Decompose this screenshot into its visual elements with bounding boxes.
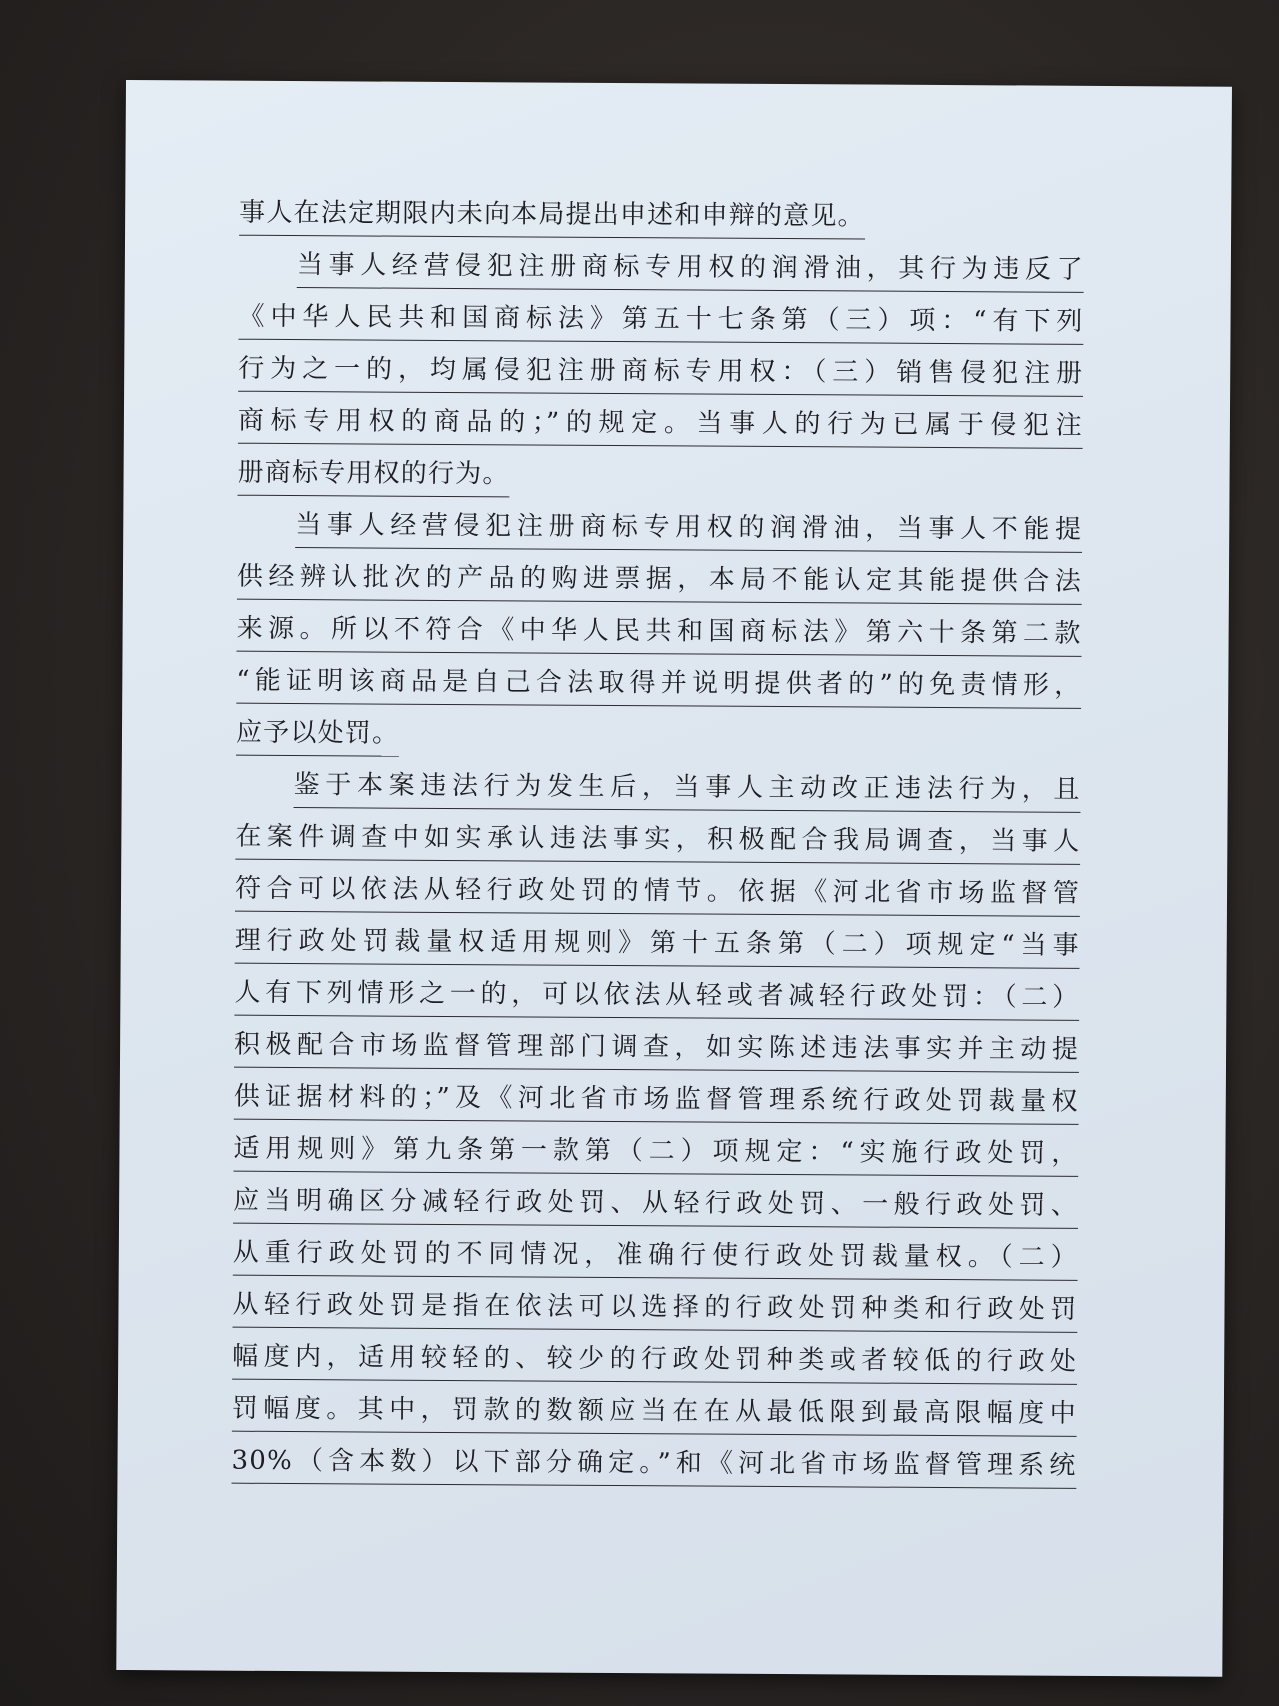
underlined-text: 当事人经营侵犯注册商标专用权的润滑油，其行为违反了 (297, 245, 1084, 293)
underlined-text: 应当明确区分减轻行政处罚、从轻行政处罚、一般行政处罚、 (233, 1181, 1078, 1229)
underlined-text: 商标专用权的商品的；”的规定。当事人的行为已属于侵犯注 (238, 401, 1083, 449)
text-line (236, 609, 1081, 666)
underlined-text: 当事人经营侵犯注册商标专用权的润滑油，当事人不能提 (295, 505, 1082, 553)
underlined-text: 供证据材料的；”及《河北省市场监督管理系统行政处罚裁量权 (234, 1077, 1079, 1125)
text-line (232, 1285, 1077, 1342)
text-line (236, 661, 1081, 718)
text-line (236, 713, 1081, 770)
underlined-text: 在案件调查中如实承认违法事实，积极配合我局调查，当事人 (235, 817, 1080, 865)
underlined-text: 幅度内，适用较轻的、较少的行政处罚种类或者较低的行政处 (232, 1337, 1077, 1385)
text-line (236, 765, 1081, 822)
underlined-text: 供经辨认批次的产品的购进票据，本局不能认定其能提供合法 (237, 557, 1082, 605)
text-line (232, 1337, 1077, 1394)
text-line (234, 973, 1079, 1030)
underlined-text: 从重行政处罚的不同情况，准确行使行政处罚裁量权。（二） (233, 1233, 1078, 1281)
underlined-text: 册商标专用权的行为。 (237, 453, 509, 498)
underlined-text: 应予以处罚。 (236, 713, 399, 757)
text-line (238, 349, 1083, 406)
document-page (116, 80, 1232, 1677)
text-line (237, 505, 1082, 562)
underlined-text: 鉴于本案违法行为发生后，当事人主动改正违法行为，且 (294, 765, 1081, 813)
underlined-text: 事人在法定期限内未向本局提出申述和申辩的意见。 (239, 193, 865, 240)
text-line (233, 1181, 1078, 1238)
text-line (238, 297, 1083, 354)
underlined-text: 罚幅度。其中，罚款的数额应当在在从最低限到最高限幅度中 (232, 1389, 1077, 1437)
text-line (237, 453, 1082, 510)
underlined-text: 人有下列情形之一的，可以依法从轻或者减轻行政处罚：（二） (234, 973, 1079, 1021)
text-line (232, 1389, 1077, 1446)
text-line (235, 869, 1080, 926)
text-line (239, 193, 1084, 250)
text-line (238, 401, 1083, 458)
text-line (235, 817, 1080, 874)
underlined-text: 适用规则》第九条第一款第（二）项规定：“实施行政处罚， (233, 1129, 1078, 1177)
document-body (231, 193, 1084, 1498)
text-line (234, 1025, 1079, 1082)
underlined-text: 来源。所以不符合《中华人民共和国商标法》第六十条第二款 (237, 609, 1082, 657)
text-line (233, 1233, 1078, 1290)
text-line (234, 1077, 1079, 1134)
underlined-text: 行为之一的，均属侵犯注册商标专用权：（三）销售侵犯注册 (238, 349, 1083, 397)
underlined-text: “能证明该商品是自己合法取得并说明提供者的”的免责情形， (236, 661, 1081, 709)
underlined-text: 30%（含本数）以下部分确定。”和《河北省市场监督管理系统 (231, 1441, 1076, 1489)
underlined-text: 《中华人民共和国商标法》第五十七条第（三）项：“有下列 (238, 297, 1083, 345)
text-line (239, 245, 1084, 302)
underlined-text: 积极配合市场监督管理部门调查，如实陈述违法事实并主动提 (234, 1025, 1079, 1073)
text-line (233, 1129, 1078, 1186)
text-line (237, 557, 1082, 614)
text-line (231, 1441, 1076, 1498)
underlined-text: 理行政处罚裁量权适用规则》第十五条第（二）项规定“当事 (235, 921, 1080, 969)
underlined-text: 从轻行政处罚是指在依法可以选择的行政处罚种类和行政处罚 (232, 1285, 1077, 1333)
text-line (235, 921, 1080, 978)
underlined-text: 符合可以依法从轻行政处罚的情节。依据《河北省市场监督管 (235, 869, 1080, 917)
